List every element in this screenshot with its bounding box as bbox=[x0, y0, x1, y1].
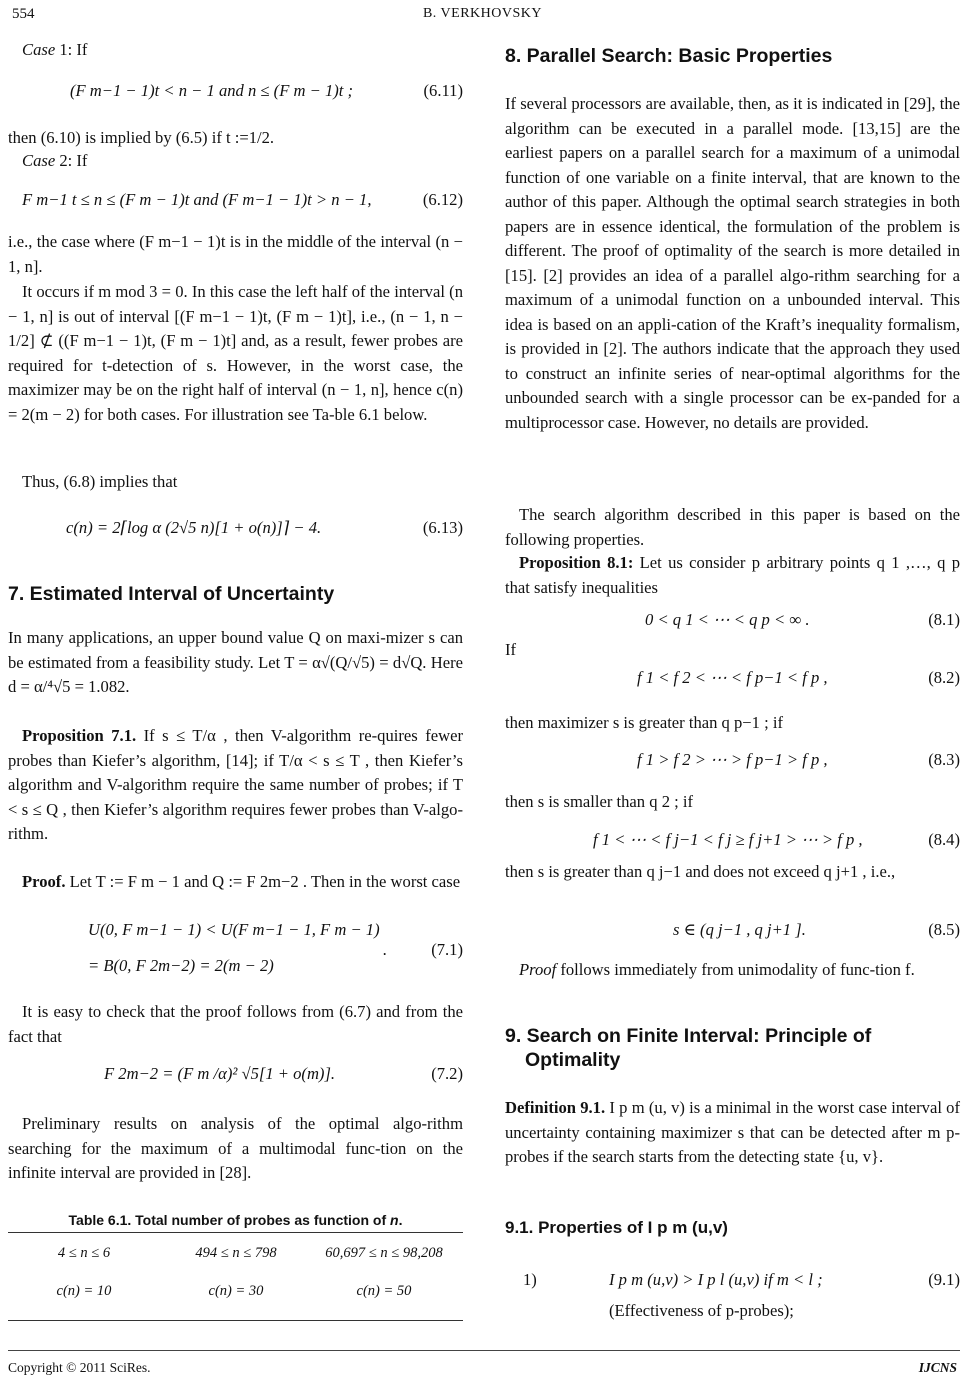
section-8-title: 8. Parallel Search: Basic Properties bbox=[505, 45, 833, 67]
paragraph-ie-case: i.e., the case where (F m−1 − 1)t is in the middle of the interval (n − 1, n]. bbox=[8, 232, 463, 276]
footer-copyright: Copyright © 2011 SciRes. bbox=[8, 1360, 151, 1375]
item1-note: (Effectiveness of p-probes); bbox=[609, 1301, 794, 1320]
equation-7-2: F 2m−2 = (F m /α)² √5[1 + o(m)]. (7.2) bbox=[104, 1064, 463, 1083]
paragraph-preliminary: Preliminary results on analysis of the optimal algo-rithm searching for the maximum of a multimodal func-tion on the infinite interval are provided in [28]. bbox=[8, 1114, 463, 1182]
paragraph-easy: It is easy to check that the proof follows from (6.7) and from the fact that bbox=[8, 1002, 463, 1046]
table-cell-range-1: 4 ≤ n ≤ 6 bbox=[57, 1245, 111, 1261]
paragraph-if: If bbox=[505, 640, 517, 659]
page-number: 554 bbox=[12, 6, 35, 22]
definition-9-1: Definition 9.1. I p m (u, v) is a minimal in the worst case interval of uncertainty containing maximizer s that can be detected after m p-probes if the search starts from the detecting state {u, v}. bbox=[505, 1098, 961, 1166]
section-9-title: 9. Search on Finite Interval: Principle of Optimality bbox=[505, 1025, 872, 1071]
footer-rule bbox=[8, 1350, 960, 1351]
paragraph-described: The search algorithm described in this paper is based on the following properties. bbox=[505, 505, 960, 549]
proof-8-1: Proof follows immediately from unimodality of func-tion f. bbox=[519, 960, 915, 979]
paragraph-thus: Thus, (6.8) implies that bbox=[22, 472, 178, 491]
equation-6-12: F m−1 t ≤ n ≤ (F m − 1)t and (F m−1 − 1)t > n − 1, (6.12) bbox=[22, 190, 463, 209]
table-top-rule bbox=[8, 1232, 463, 1233]
paragraph-then-8-4: then s is greater than q j−1 and does not exceed q j+1 , i.e., bbox=[505, 862, 896, 881]
table-cell-value-2: c(n) = 30 bbox=[208, 1283, 264, 1299]
paragraph-section-7: In many applications, an upper bound value Q on maxi-mizer s can be estimated from a feasibility study. Let T = α√(Q/√5) = d√Q. Here d = α/⁴√5 = 1.082. bbox=[8, 628, 463, 696]
equation-8-4: f 1 < ⋯ < f j−1 < f j ≥ f j+1 > ⋯ > f p , (8.4) bbox=[593, 830, 960, 849]
table-cell-value-1: c(n) = 10 bbox=[56, 1283, 112, 1299]
proof-7-1: Proof. Let T := F m − 1 and Q := F 2m−2 . Then in the worst case bbox=[22, 872, 461, 891]
paragraph-section-8: If several processors are available, then, as it is indicated in [29], the algorithm can be executed in a parallel mode. [13,15] are the earliest papers on a parallel search for a maximum of a unimodal function of one variable on a finite interval, that are known to the author of this paper. Although the optimal search strategies in both papers are in essence identical, the formulation of the problem is different. The proof of optimality of the search is more detailed in [15]. [2] provides an idea of a parallel algo-rithm searching for a maximum of a unimodal function on a unbounded interval. This idea is based on an appli-cation of the Kraft’s inequality formalism, is provided in [2]. The authors indicate that the approach they used to construct an infinite series of near-optimal algorithms for the unbounded search with a single processor can be ex-panded for a multiprocessor case. However, no details are provided. bbox=[505, 94, 960, 432]
paragraph-then-8-3: then s is smaller than q 2 ; if bbox=[505, 792, 694, 811]
equation-6-11: (F m−1 − 1)t < n − 1 and n ≤ (F m − 1)t ; (6.11) bbox=[70, 81, 463, 100]
proposition-7-1: Proposition 7.1. If s ≤ T/α , then V-algorithm re-quires fewer probes than Kiefer’s algorithm, [14]; if T/α < s ≤ T , then Kiefer’s algorithm and V-algorithm require the same number of probes; if T < s ≤ Q , then Kiefer’s algorithm requires fewer probes than V-algo-rithm. bbox=[8, 726, 463, 843]
case2-heading: Case 2: If bbox=[22, 151, 88, 170]
equation-6-13: c(n) = 2⌈log α (2√5 n)[1 + o(n)]⌉ − 4. (6.13) bbox=[66, 518, 463, 537]
section-9-1-title: 9.1. Properties of I p m (u,v) bbox=[505, 1218, 728, 1237]
footer-journal: IJCNS bbox=[918, 1360, 957, 1375]
equation-8-3: f 1 > f 2 > ⋯ > f p−1 > f p , (8.3) bbox=[637, 750, 960, 769]
equation-8-2: f 1 < f 2 < ⋯ < f p−1 < f p , (8.2) bbox=[637, 668, 960, 687]
table-6-1-caption: Table 6.1. Total number of probes as function of n. bbox=[68, 1212, 403, 1228]
paragraph-then-8-2: then maximizer s is greater than q p−1 ; if bbox=[505, 713, 784, 732]
equation-8-1: 0 < q 1 < ⋯ < q p < ∞ . (8.1) bbox=[645, 610, 960, 629]
section-7-title: 7. Estimated Interval of Uncertainty bbox=[8, 583, 335, 605]
table-cell-range-2: 494 ≤ n ≤ 798 bbox=[195, 1245, 277, 1261]
table-bottom-rule bbox=[8, 1320, 463, 1321]
equation-8-5: s ∈ (q j−1 , q j+1 ]. (8.5) bbox=[673, 920, 960, 939]
running-header-author: B. VERKHOVSKY bbox=[422, 6, 543, 21]
equation-9-1: 1) I p m (u,v) > I p l (u,v) if m < l ; (9.1) bbox=[523, 1270, 960, 1289]
case1-heading: Case 1: If bbox=[22, 40, 88, 59]
equation-7-1: U(0, F m−1 − 1) < U(F m−1 − 1, F m − 1) = B(0, F 2m−2) = 2(m − 2) . (7.1) bbox=[88, 920, 463, 975]
paragraph-after-6-11: then (6.10) is implied by (6.5) if t :=1/2. bbox=[8, 128, 275, 147]
table-cell-range-3: 60,697 ≤ n ≤ 98,208 bbox=[325, 1245, 443, 1261]
paragraph-occurs: It occurs if m mod 3 = 0. In this case the left half of the interval (n − 1, n] is out of interval [(F m−1 − 1)t, (F m − 1)t], i.e., (n − 1, n − 1/2] ⊄ ((F m−1 − 1)t, (F m − 1)t] and, as a result, fewer probes are required for t-detection of s. However, in the worst case, the maximizer may be on the right half of interval (n − 1, n], hence c(n) = 2(m − 2) for both cases. For illustration see Ta-ble 6.1 below. bbox=[8, 282, 463, 424]
proposition-8-1: Proposition 8.1: Let us consider p arbitrary points q 1 ,…, q p that satisfy inequalities bbox=[505, 553, 960, 597]
table-cell-value-3: c(n) = 50 bbox=[356, 1283, 412, 1299]
